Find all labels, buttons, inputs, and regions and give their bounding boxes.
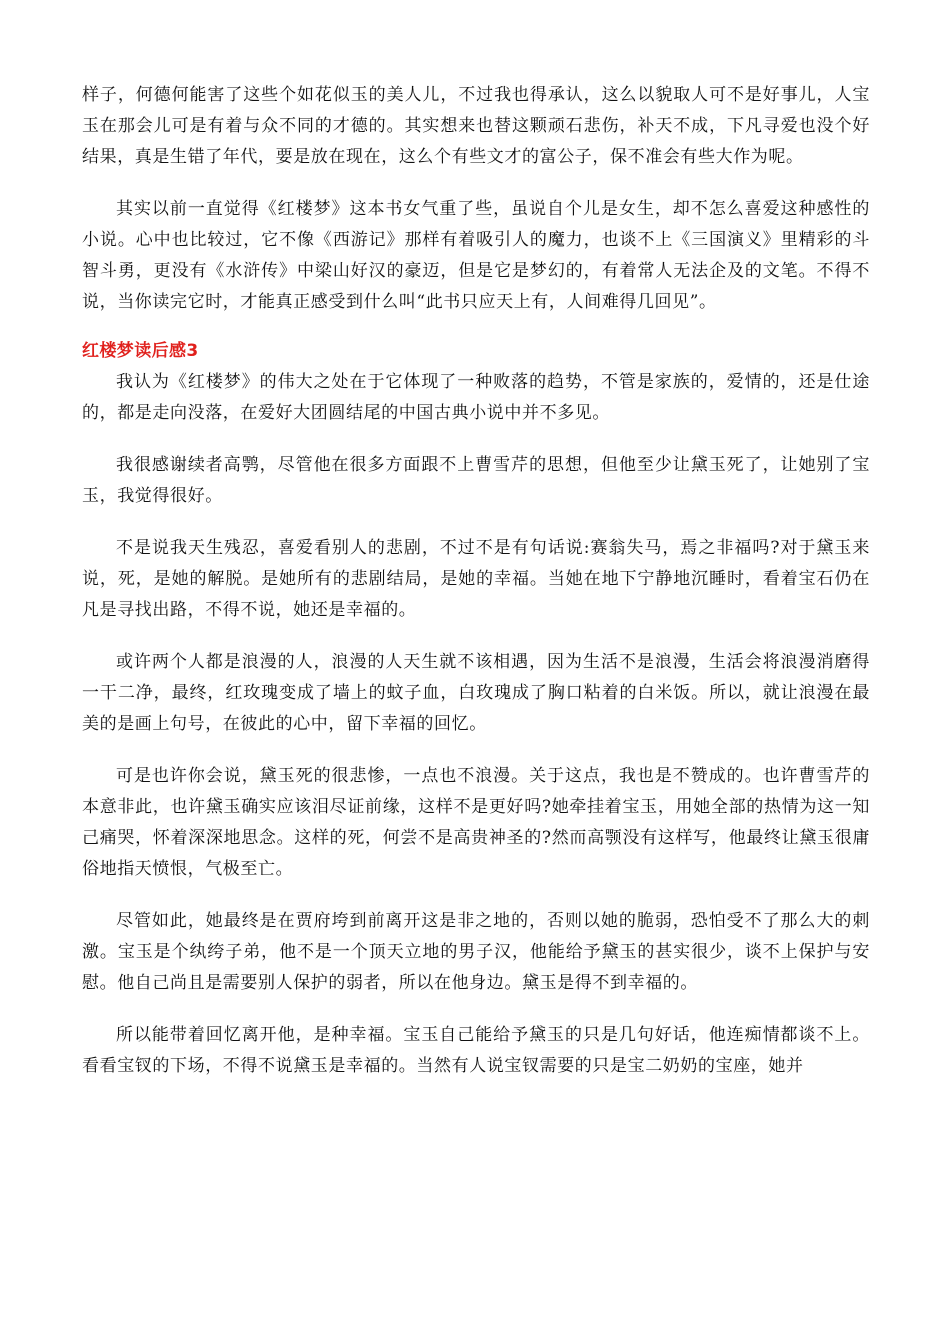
paragraph: 不是说我天生残忍，喜爱看别人的悲剧，不过不是有句话说:赛翁失马，焉之非福吗?对于黛玉来说，死，是她的解脱。是她所有的悲剧结局，是她的幸福。当她在地下宁静地沉睡时，看着宝石仍在凡是寻找出路，不得不说，她还是幸福的。: [82, 538, 870, 620]
paragraph: 我认为《红楼梦》的伟大之处在于它体现了一种败落的趋势，不管是家族的，爱情的，还是仕途的，都是走向没落，在爱好大团圆结尾的中国古典小说中并不多见。: [82, 372, 870, 423]
paragraph: 样子，何德何能害了这些个如花似玉的美人儿，不过我也得承认，这么以貌取人可不是好事儿，人宝玉在那会儿可是有着与众不同的才德的。其实想来也替这颗顽石悲伤，补天不成，下凡寻爱也没个好结果，真是生错了年代，要是放在现在，这么个有些文才的富公子，保不准会有些大作为呢。: [82, 85, 870, 167]
paragraph: 其实以前一直觉得《红楼梦》这本书女气重了些，虽说自个儿是女生，却不怎么喜爱这种感性的小说。心中也比较过，它不像《西游记》那样有着吸引人的魔力，也谈不上《三国演义》里精彩的斗智斗勇，更没有《水浒传》中梁山好汉的豪迈，但是它是梦幻的，有着常人无法企及的文笔。不得不说，当你读完它时，才能真正感受到什么叫“此书只应天上有，人间难得几回见”。: [82, 199, 870, 312]
paragraph: 尽管如此，她最终是在贾府垮到前离开这是非之地的，否则以她的脆弱，恐怕受不了那么大的刺激。宝玉是个纨绔子弟，他不是一个顶天立地的男子汉，他能给予黛玉的甚实很少，谈不上保护与安慰。他自己尚且是需要别人保护的弱者，所以在他身边。黛玉是得不到幸福的。: [82, 911, 870, 993]
paragraph: 或许两个人都是浪漫的人，浪漫的人天生就不该相遇，因为生活不是浪漫，生活会将浪漫消磨得一干二净，最终，红玫瑰变成了墙上的蚊子血，白玫瑰成了胸口粘着的白米饭。所以，就让浪漫在最美的是画上句号，在彼此的心中，留下幸福的回忆。: [82, 652, 870, 734]
article-body: [82, 80, 870, 1103]
section-heading: 红楼梦读后感3: [82, 341, 199, 361]
paragraph: 我很感谢续者高鹗，尽管他在很多方面跟不上曹雪芹的思想，但他至少让黛玉死了，让她别了宝玉，我觉得很好。: [82, 455, 870, 506]
paragraph: 可是也许你会说，黛玉死的很悲惨，一点也不浪漫。关于这点，我也是不赞成的。也许曹雪芹的本意非此，也许黛玉确实应该泪尽证前缘，这样不是更好吗?她牵挂着宝玉，用她全部的热情为这一知己痛哭，怀着深深地思念。这样的死，何尝不是高贵神圣的?然而高颚没有这样写，他最终让黛玉很庸俗地指天愤恨，气极至亡。: [82, 766, 870, 879]
paragraph: 所以能带着回忆离开他，是种幸福。宝玉自己能给予黛玉的只是几句好话，他连痴情都谈不上。看看宝钗的下场，不得不说黛玉是幸福的。当然有人说宝钗需要的只是宝二奶奶的宝座，她并: [82, 1025, 870, 1076]
